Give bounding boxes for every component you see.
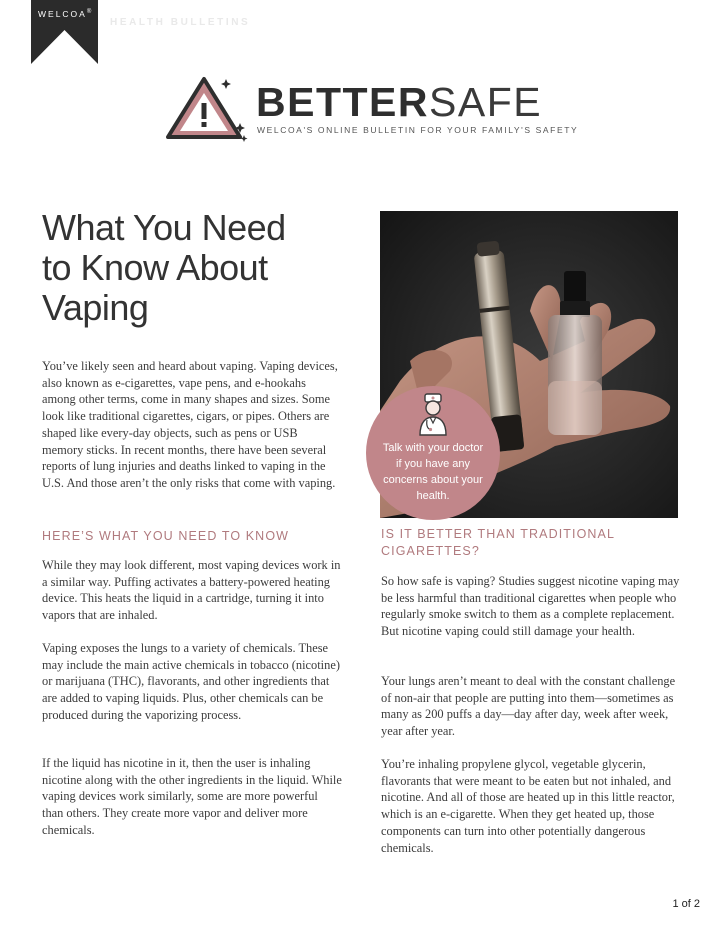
title-line-3: Vaping [42, 287, 149, 328]
bettersafe-wordmark [256, 80, 542, 124]
section1-paragraph-2 [42, 640, 342, 724]
brand-mark: ® [86, 9, 94, 16]
brand-name: WELCOA [38, 9, 87, 19]
paragraph-text: If the liquid has nicotine in it, then the user is inhaling nicotine along with the other ingredients in the liquid. While vaping devices work similarly, some are more powerful than others. They create more vapor and deliver more chemicals. [42, 756, 342, 837]
page-number: 1 of 2 [672, 898, 700, 910]
health-bulletins-tag: HEALTH BULLETINS [110, 17, 251, 28]
warning-triangle-icon [164, 73, 248, 143]
article-title [42, 208, 342, 328]
section1-paragraph-1 [42, 557, 342, 624]
doctor-icon [416, 392, 450, 436]
paragraph-text: Your lungs aren’t meant to deal with the constant challenge of non-air that people are putting into them—sometimes as many as 200 puffs a day—day after day, week after week, year after year. [381, 674, 676, 739]
section-heading-better-than-cigarettes: IS IT BETTER THAN TRADITIONAL CIGARETTES? [381, 527, 615, 558]
intro-text: You’ve likely seen and heard about vaping. Vaping devices, also known as e-cigarettes, vape pens, and e-hookahs among other terms, come in many shapes and sizes. Some look like traditional cigarettes, cigars, or pipes. Others are shaped like every-day objects, such as pens or USB memory sticks. In recent months, there have been several reports of lung injuries and deaths linked to vaping in the U.S. And those aren’t the only risks that come with vaping. [42, 359, 338, 490]
wordmark-bold: BETTER [256, 79, 429, 125]
section2-paragraph-1 [381, 573, 681, 640]
paragraph-text: Vaping exposes the lungs to a variety of chemicals. These may include the main active chemicals in tobacco (nicotine) or marijuana (THC), flavorants, and other ingredients that are added to vaping liquids. Plus, other chemicals can be produced during the vaporizing process. [42, 641, 340, 722]
section1-paragraph-3 [42, 755, 342, 839]
doctor-callout [366, 386, 500, 520]
title-line-2: to Know About [42, 247, 268, 288]
logo-tagline: WELCOA'S ONLINE BULLETIN FOR YOUR FAMILY'S SAFETY [257, 125, 579, 135]
welcoa-brand[interactable] [38, 9, 93, 19]
wordmark-light: SAFE [429, 79, 543, 125]
title-line-1: What You Need [42, 207, 286, 248]
paragraph-text: While they may look different, most vaping devices work in a similar way. Puffing activates a battery-powered heating device. This heats the liquid in a cartridge, turning it into vapors that are inhaled. [42, 558, 341, 623]
paragraph-text: You’re inhaling propylene glycol, vegetable glycerin, flavorants that were meant to be eaten but not inhaled, and nicotine. And all of those are heated up in this little reactor, which is an e-cigarette. When they get heated up, those components can turn into other potentially dangerous chemicals. [381, 757, 675, 855]
section2-paragraph-3 [381, 756, 681, 856]
callout-text: Talk with your doctor if you have any concerns about your health. [382, 442, 484, 502]
intro-paragraph [42, 358, 342, 492]
paragraph-text: So how safe is vaping? Studies suggest nicotine vaping may be less harmful than traditional cigarettes when people who regularly smoke switch to them as a complete replacement. But nicotine vaping could still damage your health. [381, 574, 680, 639]
section-heading-what-you-need-to-know: HERE’S WHAT YOU NEED TO KNOW [42, 529, 290, 543]
section2-paragraph-2 [381, 673, 681, 740]
